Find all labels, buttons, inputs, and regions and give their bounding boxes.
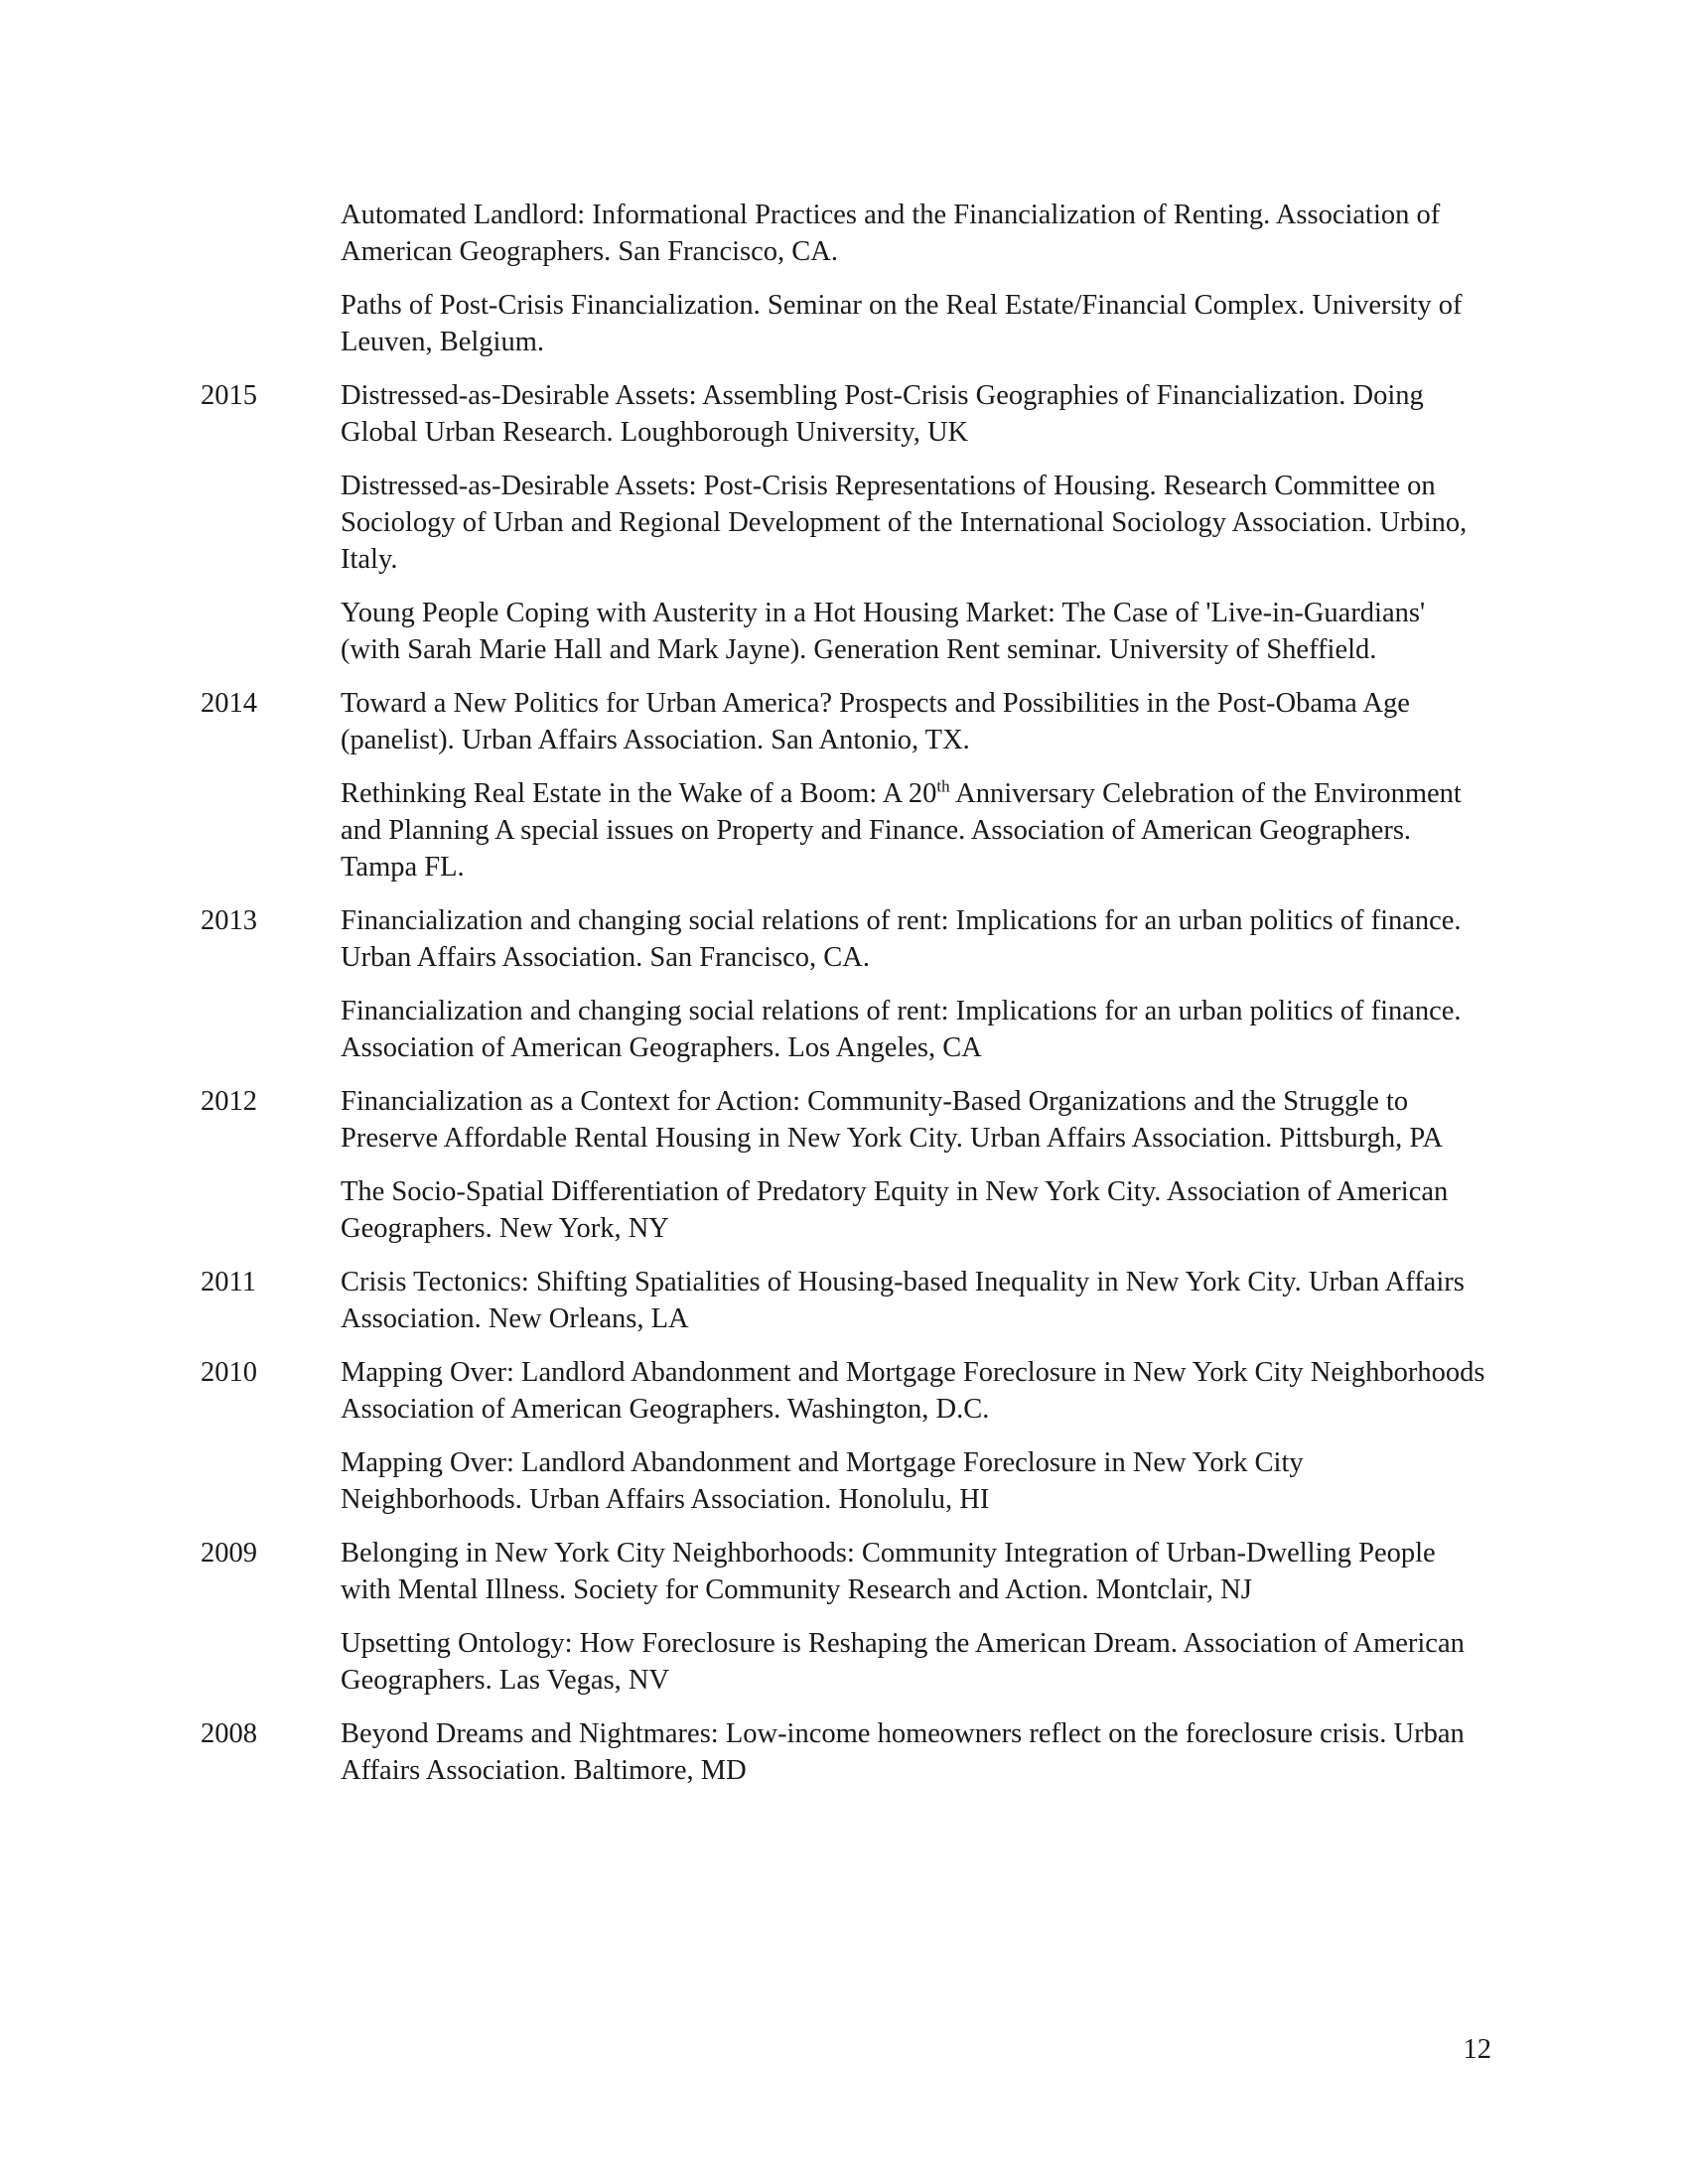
- presentations-list: [201, 197, 1491, 1806]
- entry-year: 2011: [201, 1267, 256, 1297]
- list-item: [201, 1264, 1491, 1337]
- list-item: [201, 993, 1491, 1066]
- list-item: [201, 1173, 1491, 1247]
- list-item: [201, 197, 1491, 270]
- entry-text: Upsetting Ontology: How Foreclosure is Reshaping the American Dream. Association of American Geographers. Las Vegas, NV: [341, 1628, 1465, 1696]
- entry-text: Paths of Post-Crisis Financialization. Seminar on the Real Estate/Financial Complex. University of Leuven, Belgium.: [341, 290, 1463, 357]
- list-item: [201, 377, 1491, 451]
- entry-text: Financialization as a Context for Action: Community-Based Organizations and the Struggle to Preserve Affordable Rental Housing in New York City. Urban Affairs Association. Pittsburgh, PA: [341, 1086, 1444, 1154]
- entry-year: 2015: [201, 380, 257, 411]
- entry-text: Toward a New Politics for Urban America? Prospects and Possibilities in the Post-Obama Age (panelist). Urban Affairs Association. San Antonio, TX.: [341, 688, 1410, 755]
- entry-text: Belonging in New York City Neighborhoods: Community Integration of Urban-Dwelling People with Mental Illness. Society for Community Research and Action. Montclair, NJ: [341, 1538, 1436, 1605]
- list-item: [201, 1354, 1491, 1428]
- list-item: [201, 1083, 1491, 1157]
- list-item: [201, 1625, 1491, 1699]
- entry-text: Crisis Tectonics: Shifting Spatialities of Housing-based Inequality in New York City. Urban Affairs Association. New Orleans, LA: [341, 1267, 1465, 1334]
- page-number: 12: [1463, 2034, 1491, 2065]
- entry-text: Distressed-as-Desirable Assets: Post-Crisis Representations of Housing. Research Committee on Sociology of Urban and Regional Development of the International Sociology Association. Urbino, Italy.: [341, 471, 1468, 575]
- list-item: [201, 1535, 1491, 1608]
- entry-year: 2013: [201, 905, 257, 936]
- entry-text-before: Rethinking Real Estate in the Wake of a Boom: A 20: [341, 778, 937, 809]
- entry-year: 2010: [201, 1357, 257, 1388]
- entry-text: Young People Coping with Austerity in a Hot Housing Market: The Case of 'Live-in-Guardians' (with Sarah Marie Hall and Mark Jayne). Generation Rent seminar. University of Sheffield.: [341, 598, 1426, 665]
- entry-year: 2012: [201, 1086, 257, 1117]
- list-item: [201, 685, 1491, 758]
- entry-text: Mapping Over: Landlord Abandonment and Mortgage Foreclosure in New York City Neighborhoods Association of American Geographers. Washington, D.C.: [341, 1357, 1485, 1425]
- entry-year: 2009: [201, 1538, 257, 1569]
- list-item: [201, 287, 1491, 360]
- entry-text: Automated Landlord: Informational Practices and the Financialization of Renting. Association of American Geographers. San Francisco, CA.: [341, 200, 1441, 267]
- entry-text: Financialization and changing social relations of rent: Implications for an urban politics of finance. Urban Affairs Association. San Francisco, CA.: [341, 905, 1462, 973]
- entry-text: Financialization and changing social relations of rent: Implications for an urban politics of finance. Association of American Geographers. Los Angeles, CA: [341, 996, 1462, 1063]
- list-item: [201, 595, 1491, 668]
- entry-text-after: Anniversary Celebration of the Environment and Planning A special issues on Property and Finance. Association of American Geographers. Tampa FL.: [341, 778, 1462, 883]
- list-item: [201, 775, 1491, 886]
- list-item: [201, 1715, 1491, 1789]
- list-item: [201, 468, 1491, 578]
- entry-text: Mapping Over: Landlord Abandonment and Mortgage Foreclosure in New York City Neighborhoods. Urban Affairs Association. Honolulu, HI: [341, 1447, 1304, 1515]
- ordinal-superscript: th: [936, 776, 950, 796]
- entry-text: The Socio-Spatial Differentiation of Predatory Equity in New York City. Association of American Geographers. New York, NY: [341, 1176, 1449, 1244]
- entry-year: 2014: [201, 688, 257, 719]
- list-item: [201, 902, 1491, 976]
- entry-text: Distressed-as-Desirable Assets: Assembling Post-Crisis Geographies of Financialization. Doing Global Urban Research. Loughborough University, UK: [341, 380, 1424, 448]
- entry-year: 2008: [201, 1718, 257, 1749]
- entry-text: Beyond Dreams and Nightmares: Low-income homeowners reflect on the foreclosure crisis. Urban Affairs Association. Baltimore, MD: [341, 1718, 1465, 1786]
- entry-text: [341, 775, 1487, 886]
- list-item: [201, 1444, 1491, 1518]
